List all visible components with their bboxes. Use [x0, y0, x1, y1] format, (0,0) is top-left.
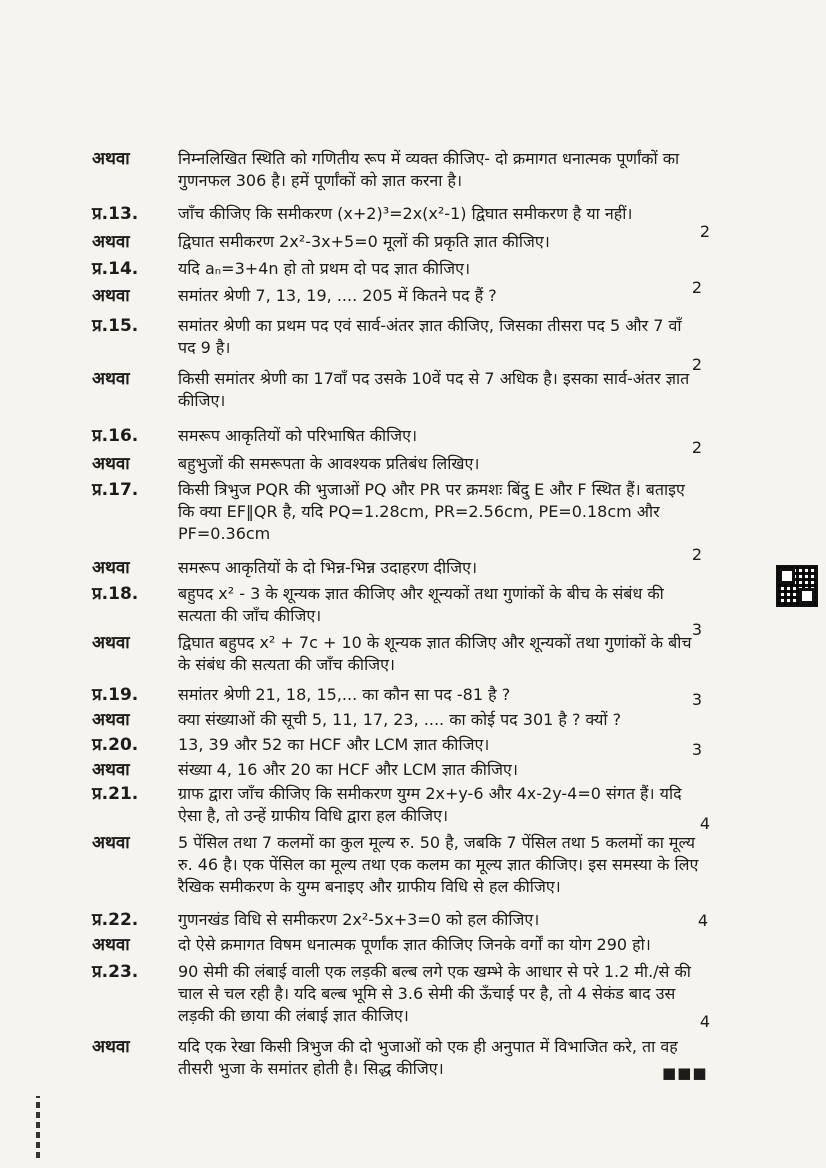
question-label: अथवा	[92, 710, 130, 730]
question-label: प्र.18.	[92, 584, 139, 604]
question-text: बहुभुजों की समरूपता के आवश्यक प्रतिबंध लिखिए।	[178, 454, 480, 473]
question-label: प्र.19.	[92, 685, 139, 705]
question-text: गुणनखंड विधि से समीकरण 2x²-5x+3=0 को हल कीजिए।	[178, 910, 540, 929]
question-label: प्र.17.	[92, 480, 139, 500]
question-text: संख्या 4, 16 और 20 का HCF और LCM ज्ञात कीजिए।	[178, 760, 518, 779]
question-text: द्विघात समीकरण 2x²-3x+5=0 मूलों की प्रकृति ज्ञात कीजिए।	[178, 232, 550, 251]
question-text: समरूप आकृतियों को परिभाषित कीजिए।	[178, 426, 418, 445]
question-label: प्र.13.	[92, 204, 139, 224]
question-label: प्र.23.	[92, 962, 139, 982]
question-text: ग्राफ द्वारा जाँच कीजिए कि समीकरण युग्म 2x+y-6 और 4x-2y-4=0 संगत हैं। यदि ऐसा है, तो उन्हें ग्राफीय विधि द्वारा हल कीजिए।	[178, 784, 682, 825]
marks: 2	[691, 355, 702, 374]
scan-edge	[36, 1096, 40, 1158]
question-text: बहुपद x² - 3 के शून्यक ज्ञात कीजिए और शून्यकों तथा गुणांकों के बीच के संबंध की सत्यता की जाँच कीजिए।	[178, 584, 664, 625]
question-label: अथवा	[92, 232, 130, 252]
question-label: अथवा	[92, 935, 130, 955]
marks: 2	[691, 438, 702, 457]
question-label: अथवा	[92, 369, 130, 389]
question-label: अथवा	[92, 1037, 130, 1057]
question-text: क्या संख्याओं की सूची 5, 11, 17, 23, .... का कोई पद 301 है ? क्यों ?	[178, 710, 622, 729]
question-text: द्विघात बहुपद x² + 7c + 10 के शून्यक ज्ञात कीजिए और शून्यकों तथा गुणांकों के बीच के संबंध की सत्यता की जाँच कीजिए।	[178, 633, 692, 674]
question-text: समरूप आकृतियों के दो भिन्न-भिन्न उदाहरण दीजिए।	[178, 558, 478, 577]
end-mark: ■■■	[662, 1064, 708, 1082]
question-text: किसी समांतर श्रेणी का 17वाँ पद उसके 10वें पद से 7 अधिक है। इसका सार्व-अंतर ज्ञात कीजिए।	[178, 369, 690, 410]
question-label: प्र.14.	[92, 259, 139, 279]
marks: 3	[691, 690, 702, 709]
question-text: किसी त्रिभुज PQR की भुजाओं PQ और PR पर क्रमशः बिंदु E और F स्थित हैं। बताइए कि क्या EF‖QR है, यदि PQ=1.28cm, PR=2.56cm, PE=0.18cm और PF=0.36cm	[178, 480, 685, 543]
question-text: 13, 39 और 52 का HCF और LCM ज्ञात कीजिए।	[178, 735, 490, 754]
marks: 4	[699, 814, 710, 833]
question-label: अथवा	[92, 286, 130, 306]
question-label: प्र.16.	[92, 426, 139, 446]
marks: 2	[691, 278, 702, 297]
marks: 4	[699, 1012, 710, 1031]
question-label: प्र.20.	[92, 735, 139, 755]
question-text: दो ऐसे क्रमागत विषम धनात्मक पूर्णांक ज्ञात कीजिए जिनके वर्गों का योग 290 हो।	[178, 935, 651, 954]
question-text: समांतर श्रेणी 7, 13, 19, .... 205 में कितने पद हैं ?	[178, 286, 497, 305]
marks: 3	[691, 620, 702, 639]
question-text: 5 पेंसिल तथा 7 कलमों का कुल मूल्य रु. 50 है, जबकि 7 पेंसिल तथा 5 कलमों का मूल्य रु. 46 है। एक पेंसिल का मूल्य तथा एक कलम का मूल्य ज्ञात कीजिए। इस समस्या के लिए रैखिक समीकरण के युग्म बनाइए और ग्राफीय विधि से हल कीजिए।	[178, 833, 699, 896]
question-label: प्र.21.	[92, 784, 139, 804]
marks: 2	[699, 222, 710, 241]
question-text: निम्नलिखित स्थिति को गणितीय रूप में व्यक्त कीजिए- दो क्रमागत धनात्मक पूर्णांकों का गुणनफल 306 है। हमें पूर्णांकों को ज्ञात करना है।	[178, 149, 680, 190]
question-label: अथवा	[92, 633, 130, 653]
question-text: यदि aₙ=3+4n हो तो प्रथम दो पद ज्ञात कीजिए।	[178, 259, 471, 278]
question-label: अथवा	[92, 558, 130, 578]
qr-code-icon	[776, 565, 818, 607]
question-text: 90 सेमी की लंबाई वाली एक लड़की बल्ब लगे एक खम्भे के आधार से परे 1.2 मी./से की चाल से चल रही है। यदि बल्ब भूमि से 3.6 सेमी की ऊँचाई पर है, तो 4 सेकंड बाद उस लड़की की छाया की लंबाई ज्ञात कीजिए।	[178, 962, 691, 1025]
question-label: अथवा	[92, 760, 130, 780]
question-label: प्र.22.	[92, 910, 139, 930]
marks: 4	[697, 911, 708, 930]
question-text: यदि एक रेखा किसी त्रिभुज की दो भुजाओं को एक ही अनुपात में विभाजित करे, ता वह तीसरी भुजा के समांतर होती है। सिद्ध कीजिए।	[178, 1037, 678, 1078]
question-text: जाँच कीजिए कि समीकरण (x+2)³=2x(x²-1) द्विघात समीकरण है या नहीं।	[178, 204, 633, 223]
question-label: प्र.15.	[92, 316, 139, 336]
question-text: समांतर श्रेणी 21, 18, 15,... का कौन सा पद -81 है ?	[178, 685, 511, 704]
marks: 3	[691, 740, 702, 759]
marks: 2	[691, 545, 702, 564]
question-text: समांतर श्रेणी का प्रथम पद एवं सार्व-अंतर ज्ञात कीजिए, जिसका तीसरा पद 5 और 7 वाँ पद 9 है।	[178, 316, 682, 357]
question-label: अथवा	[92, 149, 130, 169]
question-label: अथवा	[92, 833, 130, 853]
question-label: अथवा	[92, 454, 130, 474]
